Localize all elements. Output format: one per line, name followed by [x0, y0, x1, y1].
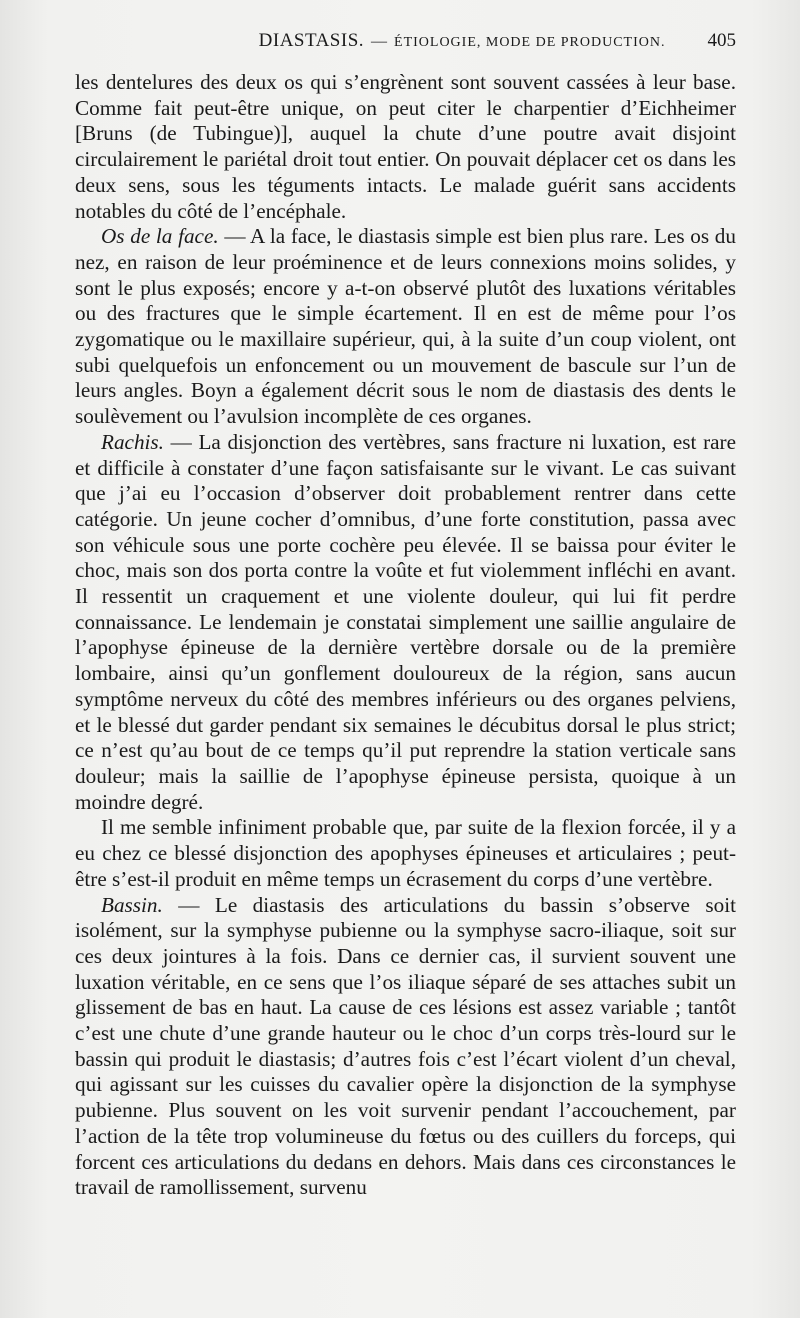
running-head-subtitle: ÉTIOLOGIE, MODE DE PRODUCTION.	[394, 35, 666, 50]
page-number: 405	[707, 30, 736, 51]
paragraph-os-de-la-face	[75, 224, 736, 430]
paragraph-text: — La disjonction des vertèbres, sans fracture ni luxation, est rare et difficile à constater d’une façon satisfaisante sur le vivant. Le cas suivant que j’ai eu l’occasion d’observer doit probablement rentrer dans cette catégorie. Un jeune cocher d’omnibus, d’une forte constitution, passa avec son véhicule sous une porte cochère peu élevée. Il se baissa pour éviter le choc, mais son dos porta contre la voûte et fut violemment infléchi en avant. Il ressentit un craquement et une violente douleur, qui lui fit perdre connaissance. Le lendemain je constatai simplement une saillie angulaire de l’apophyse épineuse de la dernière vertèbre dorsale ou de la première lombaire, ainsi qu’un gonflement douloureux de la région, sans aucun symptôme nerveux du côté des membres inférieurs ou des organes pelviens, et le blessé dut garder pendant six semaines le décubitus dorsal le plus strict; ce n’est qu’au bout de ce temps qu’il put reprendre la station verticale sans douleur; mais la saillie de l’apophyse épineuse persista, quoique à un moindre degré.	[75, 429, 736, 814]
running-head	[75, 30, 736, 70]
section-lead-rachis: Rachis.	[101, 429, 164, 454]
running-head-title: DIASTASIS.	[258, 30, 365, 51]
paragraph-rachis	[75, 430, 736, 816]
paragraph-continuation	[75, 70, 736, 224]
running-head-dash: —	[371, 33, 388, 50]
section-lead-bassin: Bassin.	[101, 892, 163, 917]
paragraph-text: — A la face, le diastasis simple est bien plus rare. Les os du nez, en raison de leur proéminence et de leurs connexions moins solides, y sont le plus exposés; encore y a-t-on observé plutôt des luxations véritables ou des fractures que le simple écartement. Il en est de même pour l’os zygomatique ou le maxillaire supérieur, qui, à la suite d’un coup violent, ont subi quelquefois un enfoncement ou un mouvement de bascule sur l’un de leurs angles. Boyn a également décrit sous le nom de diastasis des dents le soulèvement ou l’avulsion incomplète de ces organes.	[75, 224, 736, 429]
paragraph-bassin	[75, 893, 736, 1201]
paragraph-text: — Le diastasis des articulations du bassin s’observe soit isolément, sur la symphyse pubienne ou la symphyse sacro-iliaque, soit sur ces deux jointures à la fois. Dans ce dernier cas, il survient souvent une luxation véritable, en ce sens que l’os iliaque séparé de ses attaches subit un glissement de bas en haut. La cause de ces lésions est assez variable ; tantôt c’est une chute d’une grande hauteur ou le choc d’un corps très-lourd sur le bassin qui produit le diastasis; d’autres fois c’est l’écart violent d’un cheval, qui agissant sur les cuisses du cavalier opère la disjonction de la symphyse pubienne. Plus souvent on les voit survenir pendant l’accouchement, par l’action de la tête trop volumineuse du fœtus ou des cuillers du forceps, qui forcent ces articulations du dedans en dehors. Mais dans ces circonstances le travail de ramollissement, survenu	[75, 892, 736, 1200]
section-lead-os-de-la-face: Os de la face.	[101, 224, 219, 249]
paragraph-text: les dentelures des deux os qui s’engrènent sont souvent cassées à leur base. Comme fait peut-être unique, on peut citer le charpentier d’Eichheimer [Bruns (de Tubingue)], auquel la chute d’une poutre avait disjoint circulairement le pariétal droit tout entier. On pouvait déplacer cet os dans les deux sens, sous les téguments intacts. Le malade guérit sans accidents notables du côté de l’encéphale.	[75, 70, 736, 223]
body-text	[75, 70, 736, 1201]
paragraph-flexion	[75, 815, 736, 892]
paragraph-text: Il me semble infiniment probable que, par suite de la flexion forcée, il y a eu chez ce blessé disjonction des apophyses épineuses et articulaires ; peut-être s’est-il produit en même temps un écrasement du corps d’une vertèbre.	[75, 815, 736, 891]
